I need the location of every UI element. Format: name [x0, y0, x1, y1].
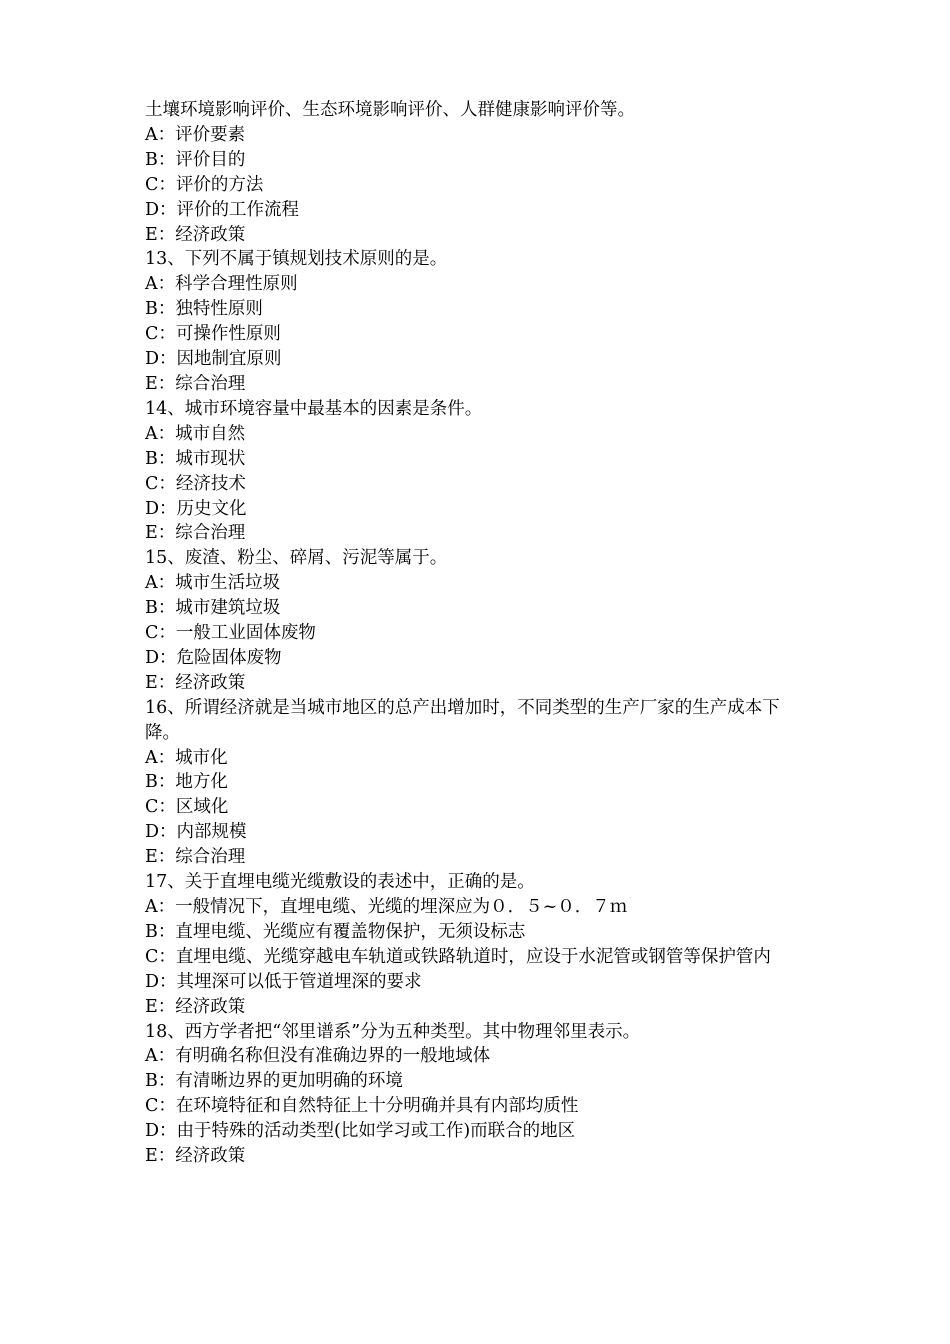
q16-option-c: C：区域化: [145, 797, 229, 818]
q14-option-c: C：经济技术: [145, 473, 246, 494]
q18-option-b: B：有清晰边界的更加明确的环境: [145, 1071, 403, 1092]
question-text-block: [145, 98, 813, 1169]
q14-option-d: D：历史文化: [145, 498, 247, 519]
q17-question: 17、关于直埋电缆光缆敷设的表述中，正确的是。: [145, 872, 535, 893]
q16-question: 16、所谓经济就是当城市地区的总产出增加时，不同类型的生产厂家的生产成本下降。: [145, 697, 780, 743]
q17-option-a: A：一般情况下，直埋电缆、光缆的埋深应为０．５~０．７ｍ: [145, 897, 628, 917]
q18-option-d: D：由于特殊的活动类型(比如学习或工作)而联合的地区: [145, 1121, 576, 1142]
q13-option-d: D：因地制宜原则: [145, 349, 282, 370]
intro-continuation-line: 土壤环境影响评价、生态环境影响评价、人群健康影响评价等。: [145, 100, 635, 120]
q14-option-a: A：城市自然: [145, 423, 246, 444]
q18-option-a: A：有明确名称但没有准确边界的一般地域体: [145, 1046, 491, 1067]
q16-option-b: B：地方化: [145, 772, 228, 793]
q18-option-e: E：经济政策: [145, 1146, 246, 1167]
q17-option-d: D：其埋深可以低于管道埋深的要求: [145, 971, 422, 992]
q14-question: 14、城市环境容量中最基本的因素是条件。: [145, 398, 483, 419]
q12-option-b: B：评价目的: [145, 149, 246, 170]
q16-option-a: A：城市化: [145, 747, 228, 768]
q13-option-c: C：可操作性原则: [145, 324, 281, 345]
q13-option-e: E：综合治理: [145, 373, 246, 394]
q15-question: 15、废渣、粉尘、碎屑、污泥等属于。: [145, 548, 448, 569]
q18-option-c: C：在环境特征和自然特征上十分明确并具有内部均质性: [145, 1096, 579, 1117]
q15-option-d: D：危险固体废物: [145, 647, 282, 668]
q12-option-e: E：经济政策: [145, 224, 246, 245]
q17-option-e: E：经济政策: [145, 996, 246, 1017]
q15-option-b: B：城市建筑垃圾: [145, 598, 281, 619]
q15-option-c: C：一般工业固体废物: [145, 623, 316, 644]
q15-option-e: E：经济政策: [145, 672, 246, 693]
q12-option-d: D：评价的工作流程: [145, 199, 300, 220]
q16-option-d: D：内部规模: [145, 822, 247, 843]
q12-option-a: A：评价要素: [145, 124, 246, 145]
q12-option-c: C：评价的方法: [145, 174, 264, 195]
q15-option-a: A：城市生活垃圾: [145, 573, 281, 594]
q14-option-b: B：城市现状: [145, 448, 246, 469]
q18-question: 18、西方学者把“邻里谱系”分为五种类型。其中物理邻里表示。: [145, 1021, 641, 1042]
q17-option-c: C：直埋电缆、光缆穿越电车轨道或铁路轨道时，应设于水泥管或钢管等保护管内: [145, 946, 771, 967]
q17-option-b: B：直埋电缆、光缆应有覆盖物保护，无须设标志: [145, 921, 526, 942]
q13-option-b: B：独特性原则: [145, 299, 263, 320]
q14-option-e: E：综合治理: [145, 523, 246, 544]
q13-option-a: A：科学合理性原则: [145, 274, 298, 295]
q16-option-e: E：综合治理: [145, 847, 246, 868]
q13-question: 13、下列不属于镇规划技术原则的是。: [145, 249, 448, 270]
